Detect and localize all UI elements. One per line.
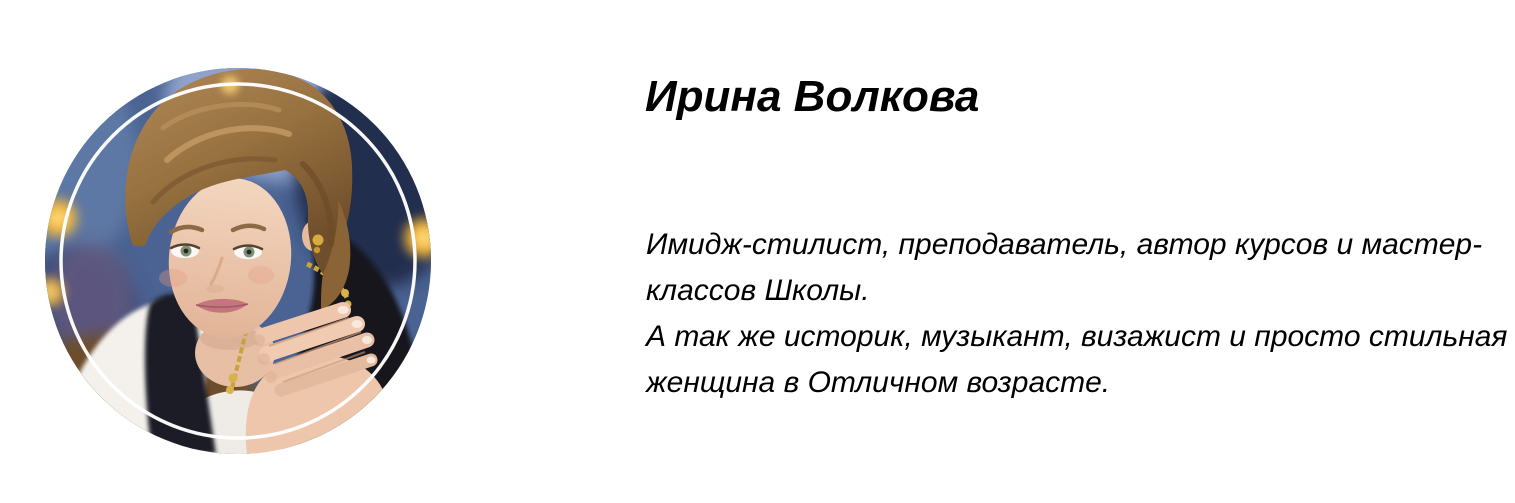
profile-photo: [45, 68, 431, 454]
bio-line: классов Школы.: [646, 274, 870, 307]
bio-line: А так же историк, музыкант, визажист и просто стильная: [646, 320, 1508, 353]
profile-bio: [646, 222, 1507, 406]
bio-line: женщина в Отличном возрасте.: [646, 366, 1111, 399]
portrait-illustration: [45, 68, 431, 454]
profile-name: Ирина Волкова: [645, 72, 980, 121]
bio-line: Имидж-стилист, преподаватель, автор курсов и мастер-: [646, 228, 1483, 261]
